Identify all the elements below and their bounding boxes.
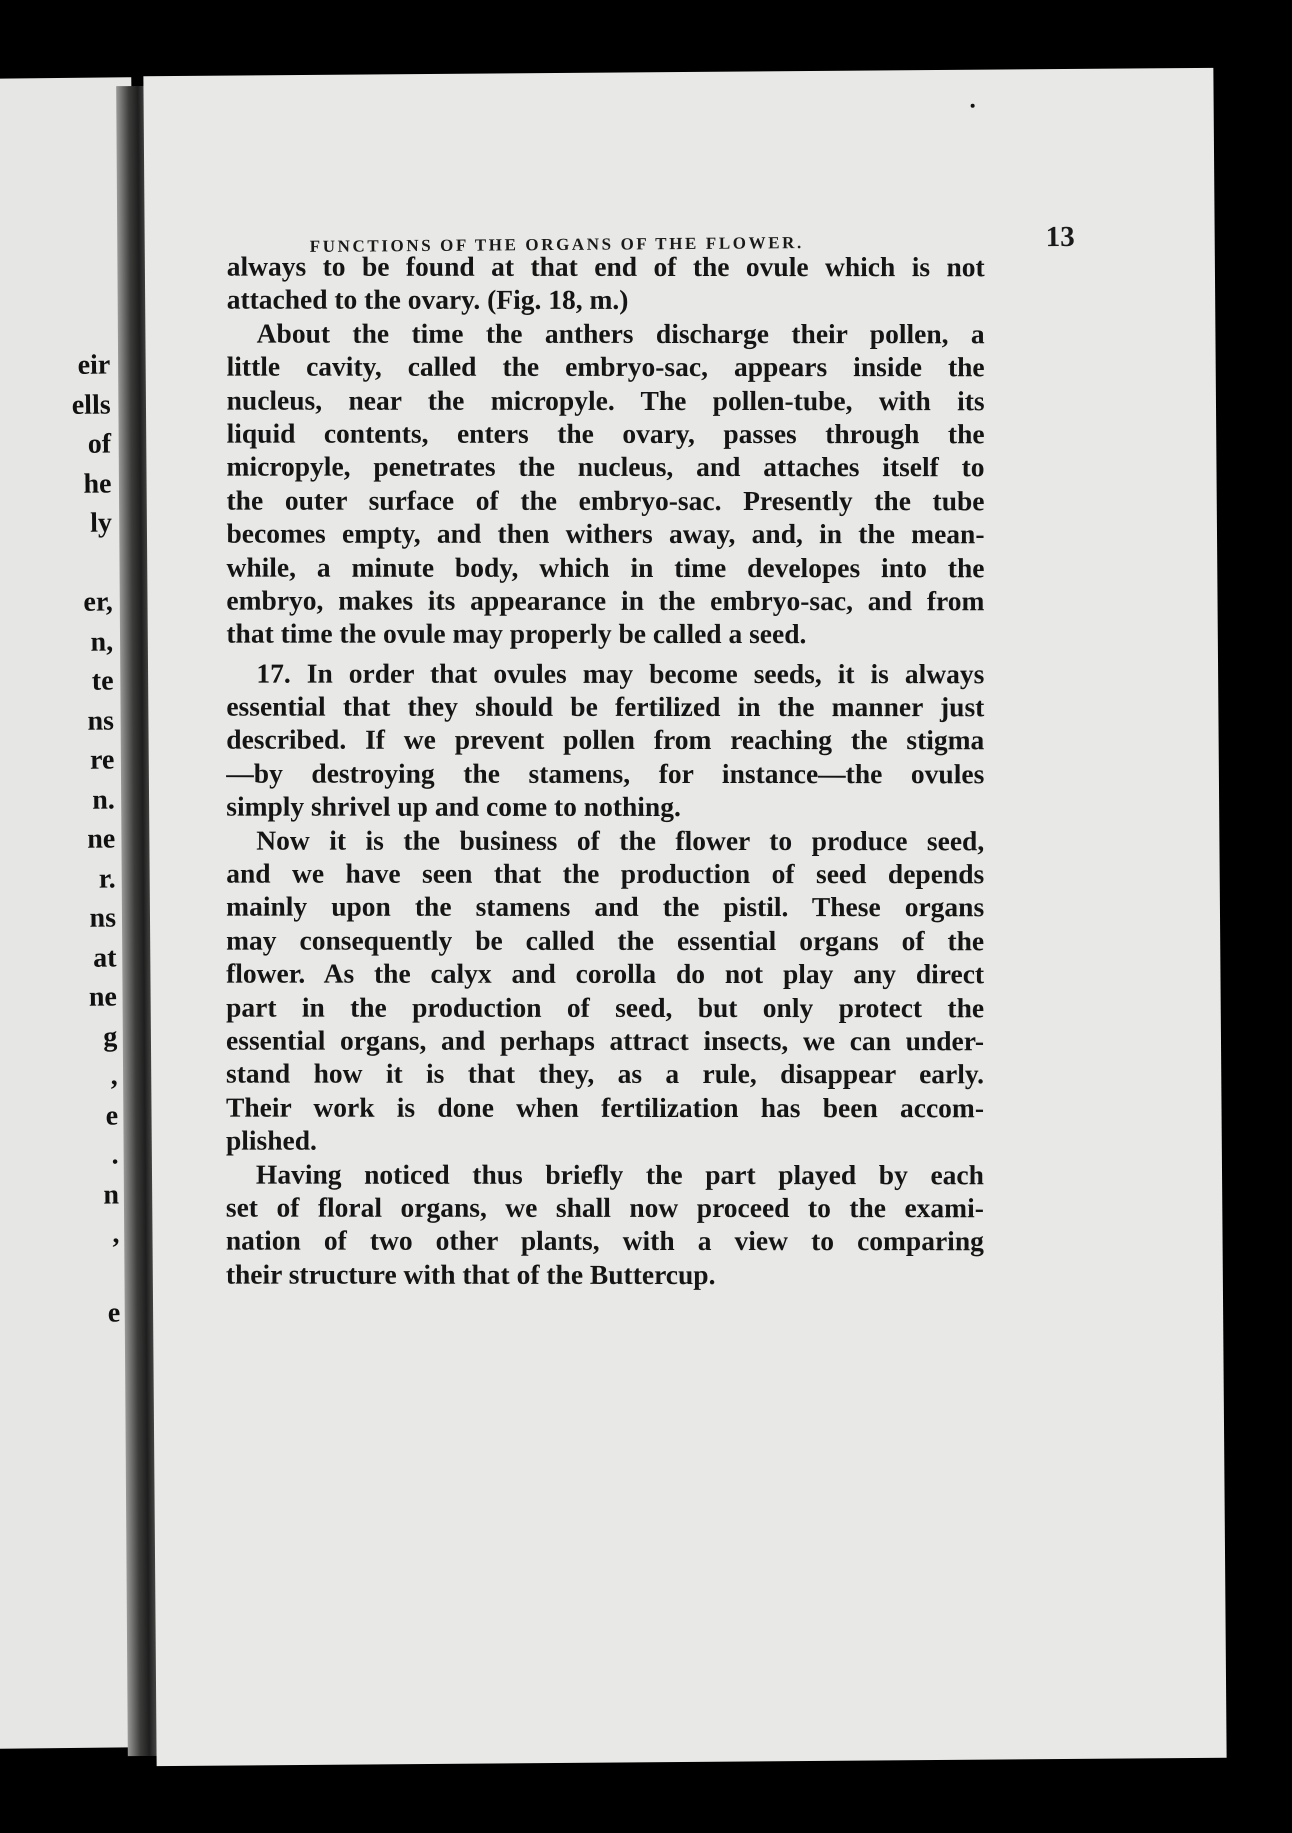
- fragment-line: ns: [87, 704, 115, 737]
- fragment-line: ne: [88, 981, 118, 1013]
- fragment-line: he: [83, 467, 112, 500]
- text-line: the outer surface of the embryo-sac. Presently the tube: [226, 484, 985, 516]
- text-line: micropyle, penetrates the nucleus, and attaches itself to: [226, 450, 985, 483]
- text-line: little cavity, called the embryo-sac, appears inside the: [226, 350, 985, 383]
- text-line: Having noticed thus briefly the part played by each: [255, 1158, 984, 1190]
- text-line: nation of two other plants, with a view to comparing: [225, 1224, 984, 1257]
- fragment-line: re: [89, 744, 115, 776]
- fragment-line: ly: [89, 507, 113, 539]
- text-line: mainly upon the stamens and the pistil. These organs: [226, 891, 985, 923]
- text-line: that time the ovule may properly be called a seed.: [226, 617, 807, 650]
- running-head-title: FUNCTIONS OF THE ORGANS OF THE FLOWER.: [309, 233, 804, 256]
- text-line: —by destroying the stamens, for instance—the ovules: [226, 757, 985, 790]
- text-line: described. If we prevent pollen from reaching the stigma: [226, 724, 985, 756]
- fragment-line: ells: [71, 388, 111, 421]
- text-line: while, a minute body, which in time developes into the: [226, 551, 985, 583]
- text-line: may consequently be called the essential organs of the: [226, 924, 985, 957]
- fragment-line: r.: [98, 862, 116, 895]
- fragment-line: e: [107, 1297, 121, 1329]
- fragment-line: ,: [110, 1060, 118, 1092]
- text-line: Their work is done when fertilization has been accom-: [225, 1091, 985, 1124]
- fragment-line: [0, 1254, 124, 1295]
- text-line: attached to the ovary. (Fig. 18, m.): [226, 283, 629, 316]
- text-line: part in the production of seed, but only protect the: [226, 991, 985, 1023]
- text-line: flower. As the calyx and corolla do not play any direct: [226, 957, 985, 990]
- fragment-line: e: [105, 1099, 119, 1132]
- text-line: essential that they should be fertilized in the manner just: [226, 690, 985, 723]
- text-line: always to be found at that end of the ovule which is not: [226, 250, 985, 283]
- text-line: embryo, makes its appearance in the embryo-sac, and from: [226, 584, 985, 617]
- text-line: plished.: [225, 1124, 317, 1156]
- text-line: About the time the anthers discharge their pollen, a: [256, 317, 985, 350]
- body-text: [226, 250, 985, 1292]
- left-page-fragments: [0, 345, 124, 1334]
- fragment-line: ,: [112, 1218, 120, 1250]
- text-line: essential organs, and perhaps attract insects, we can under-: [226, 1024, 985, 1057]
- text-line: set of floral organs, we shall now proceed to the exami-: [225, 1191, 984, 1224]
- text-line: stand how it is that they, as a rule, disappear early.: [226, 1057, 985, 1090]
- text-line: becomes empty, and then withers away, and, in the mean-: [226, 517, 985, 550]
- right-page: [143, 68, 1226, 1766]
- fragment-line: of: [87, 428, 112, 460]
- fragment-line: [0, 543, 117, 584]
- fragment-line: ne: [87, 823, 116, 855]
- text-line: 17. In order that ovules may become seeds, it is always: [256, 657, 985, 689]
- fragment-line: er,: [83, 586, 113, 618]
- text-line: simply shrivel up and come to nothing.: [226, 790, 681, 823]
- ink-speck: [971, 104, 975, 108]
- fragment-line: n.: [92, 783, 115, 816]
- text-line: Now it is the business of the flower to produce seed,: [256, 824, 985, 856]
- fragment-line: eir: [77, 349, 111, 381]
- fragment-line: n,: [90, 625, 114, 658]
- text-line: nucleus, near the micropyle. The pollen-tube, with its: [226, 384, 985, 416]
- text-line: their structure with that of the Buttercup.: [225, 1258, 716, 1290]
- fragment-line: n: [103, 1178, 120, 1211]
- fragment-line: at: [92, 941, 117, 974]
- fragment-line: .: [111, 1139, 119, 1171]
- page-number: 13: [1045, 220, 1075, 254]
- text-line: and we have seen that the production of seed depends: [226, 857, 985, 890]
- fragment-line: te: [91, 665, 114, 697]
- text-line: liquid contents, enters the ovary, passes through the: [226, 417, 985, 450]
- fragment-line: ns: [89, 902, 117, 934]
- fragment-line: g: [103, 1020, 118, 1053]
